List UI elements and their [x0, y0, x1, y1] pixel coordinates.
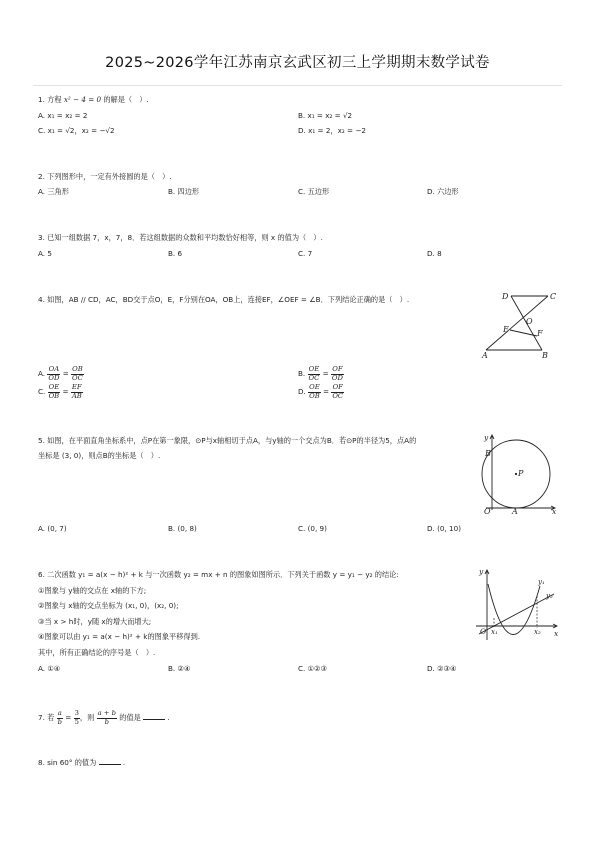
numerator: 3	[74, 709, 79, 717]
q5-label-b: B	[485, 449, 491, 458]
title-divider	[33, 85, 562, 86]
question-6-statement-5: 其中，所有正确结论的序号是（ ）.	[38, 648, 156, 657]
q4-label-e: E	[503, 325, 509, 334]
q6-label-x: x	[554, 629, 559, 638]
question-4-option-c[interactable]	[38, 384, 83, 400]
question-5-figure	[480, 432, 560, 516]
question-8-prefix: 8. sin 60° 的值为	[38, 758, 97, 767]
equals-sign: =	[62, 387, 69, 396]
question-3-option-b[interactable]: B. 6	[168, 249, 183, 258]
question-8-stem	[38, 757, 125, 768]
page-title: 2025~2026学年江苏南京玄武区初三上学期期末数学试卷	[105, 55, 490, 71]
q4-label-f: F	[537, 329, 543, 338]
question-3-option-c[interactable]: C. 7	[298, 249, 313, 258]
question-1-equation: x² − 4 = 0	[63, 95, 102, 104]
equals-sign: =	[323, 387, 330, 396]
fraction	[331, 384, 344, 400]
question-2-option-a[interactable]: A. 三角形	[38, 187, 69, 196]
numerator: a	[57, 709, 62, 717]
fraction	[48, 384, 61, 400]
question-6-option-b[interactable]: B. ②④	[168, 664, 191, 673]
q5-label-x: x	[552, 507, 557, 516]
numerator: EF	[71, 383, 82, 391]
question-8-end: .	[122, 758, 126, 767]
denominator: OB	[48, 391, 60, 400]
question-1-suffix: 的解是（ ）.	[101, 95, 149, 104]
question-5-option-c[interactable]: C. (0, 9)	[298, 524, 327, 533]
question-1-prefix: 1. 方程	[38, 95, 64, 104]
question-1-stem	[38, 95, 149, 105]
numerator: OB	[72, 365, 83, 373]
q6-label-y: y	[479, 567, 484, 576]
equals-sign: =	[62, 713, 74, 722]
q5-label-a: A	[512, 507, 518, 516]
q5-label-o: O	[484, 507, 491, 516]
fraction	[308, 366, 321, 382]
question-7-prefix: 7. 若	[38, 713, 57, 722]
question-3-stem: 3. 已知一组数据 7，x，7，8．若这组数据的众数和平均数恰好相等，则 x 的值为（ ）.	[38, 233, 323, 242]
question-7-answer-blank[interactable]	[143, 712, 165, 720]
question-1-option-a[interactable]: A. x₁ = x₂ = 2	[38, 111, 88, 120]
q4-label-c: C	[550, 292, 557, 301]
question-4-stem: 4. 如图，AB // CD，AC，BD交于点O，E，F分别在OA，OB上，连接EF，∠OEF = ∠B．下列结论正确的是（ ）.	[38, 295, 410, 304]
question-2-option-d[interactable]: D. 六边形	[427, 187, 459, 196]
q6-label-x1: x₁	[491, 628, 498, 636]
question-6-option-a[interactable]: A. ①④	[38, 664, 61, 673]
q6-label-y2: y₂	[546, 592, 553, 600]
q4-label-a: A	[482, 351, 488, 360]
question-8-answer-blank[interactable]	[99, 757, 121, 765]
denominator: OC	[308, 373, 320, 382]
q4-label-b: B	[542, 351, 548, 360]
question-7-suffix: 的值是	[117, 713, 141, 722]
numerator: OF	[332, 365, 343, 373]
q6-label-x2: x₂	[534, 628, 541, 636]
denominator: OC	[72, 373, 83, 382]
equals-sign: =	[62, 369, 69, 378]
fraction-a-plus-b-over-b	[97, 710, 117, 726]
question-7-then: ，则	[79, 713, 97, 722]
option-letter: D.	[298, 387, 306, 396]
question-4-figure	[482, 290, 562, 362]
question-4-option-d[interactable]	[298, 384, 344, 400]
denominator: 5	[74, 717, 79, 726]
question-5-option-a[interactable]: A. (0, 7)	[38, 524, 67, 533]
question-5-option-d[interactable]: D. (0, 10)	[427, 524, 462, 533]
numerator: OA	[48, 365, 60, 373]
question-6-option-d[interactable]: D. ②③④	[427, 664, 457, 673]
denominator: b	[104, 717, 109, 726]
numerator: OE	[308, 365, 320, 373]
question-3-option-a[interactable]: A. 5	[38, 249, 52, 258]
question-6-statement-3: ③当 x > h时，y随 x的增大而增大;	[38, 617, 152, 626]
denominator: OC	[332, 391, 344, 400]
question-2-option-c[interactable]: C. 五边形	[298, 187, 330, 196]
q4-label-d: D	[502, 292, 509, 301]
question-6-figure	[474, 566, 560, 642]
q6-label-o: O	[480, 627, 487, 636]
q4-label-o: O	[526, 317, 533, 326]
question-5-stem-line-1: 5. 如图，在平面直角坐标系中，点P在第一象限，⊙P与x轴相切于点A，与y轴的一个交点为B．若⊙P的半径为5，点A的	[38, 436, 417, 445]
equals-sign: =	[322, 369, 329, 378]
option-letter: C.	[38, 387, 46, 396]
option-letter: B.	[298, 369, 306, 378]
question-4-option-b[interactable]	[298, 366, 344, 382]
fraction	[71, 384, 83, 400]
q6-label-y1: y₁	[538, 578, 545, 586]
question-6-stem: 6. 二次函数 y₁ = a(x − h)² + k 与一次函数 y₂ = mx + n 的图象如图所示．下列关于函数 y = y₁ − y₂ 的结论:	[38, 570, 399, 579]
q5-label-p: P	[518, 469, 524, 478]
denominator: AB	[71, 391, 82, 400]
fraction	[71, 366, 84, 382]
numerator: OE	[48, 383, 60, 391]
question-6-statement-4: ④图象可以由 y₁ = a(x − h)² + k的图象平移得到.	[38, 632, 201, 641]
question-1-option-c[interactable]: C. x₁ = √2，x₂ = −√2	[38, 126, 115, 135]
denominator: OB	[309, 391, 320, 400]
question-1-option-d[interactable]: D. x₁ = 2，x₂ = −2	[298, 126, 366, 135]
numerator: OF	[332, 383, 343, 391]
question-6-option-c[interactable]: C. ①②③	[298, 664, 327, 673]
option-letter: A.	[38, 369, 46, 378]
question-2-option-b[interactable]: B. 四边形	[168, 187, 200, 196]
fraction	[308, 384, 321, 400]
q5-label-y: y	[484, 433, 489, 442]
question-7-end: .	[167, 713, 170, 722]
question-3-option-d[interactable]: D. 8	[427, 249, 442, 258]
question-2-stem: 2. 下列图形中，一定有外接圆的是（ ）.	[38, 172, 172, 181]
question-6-statement-1: ①图象与 y轴的交点在 x轴的下方;	[38, 586, 147, 595]
question-7-stem	[38, 710, 170, 726]
question-4-option-a[interactable]	[38, 366, 84, 382]
numerator: OE	[309, 383, 320, 391]
question-6-statement-2: ②图象与 x轴的交点坐标为 (x₁, 0)，(x₂, 0);	[38, 601, 179, 610]
fraction	[47, 366, 60, 382]
fraction	[331, 366, 344, 382]
question-1-option-b[interactable]: B. x₁ = x₂ = √2	[298, 111, 353, 120]
q5-center-point	[515, 473, 517, 475]
question-5-option-b[interactable]: B. (0, 8)	[168, 524, 197, 533]
numerator: a + b	[97, 709, 116, 717]
denominator: OD	[48, 373, 60, 382]
question-5-stem-line-2: 坐标是 (3, 0)，则点B的坐标是（ ）.	[38, 451, 161, 460]
denominator: b	[57, 717, 62, 726]
denominator: OD	[331, 373, 343, 382]
